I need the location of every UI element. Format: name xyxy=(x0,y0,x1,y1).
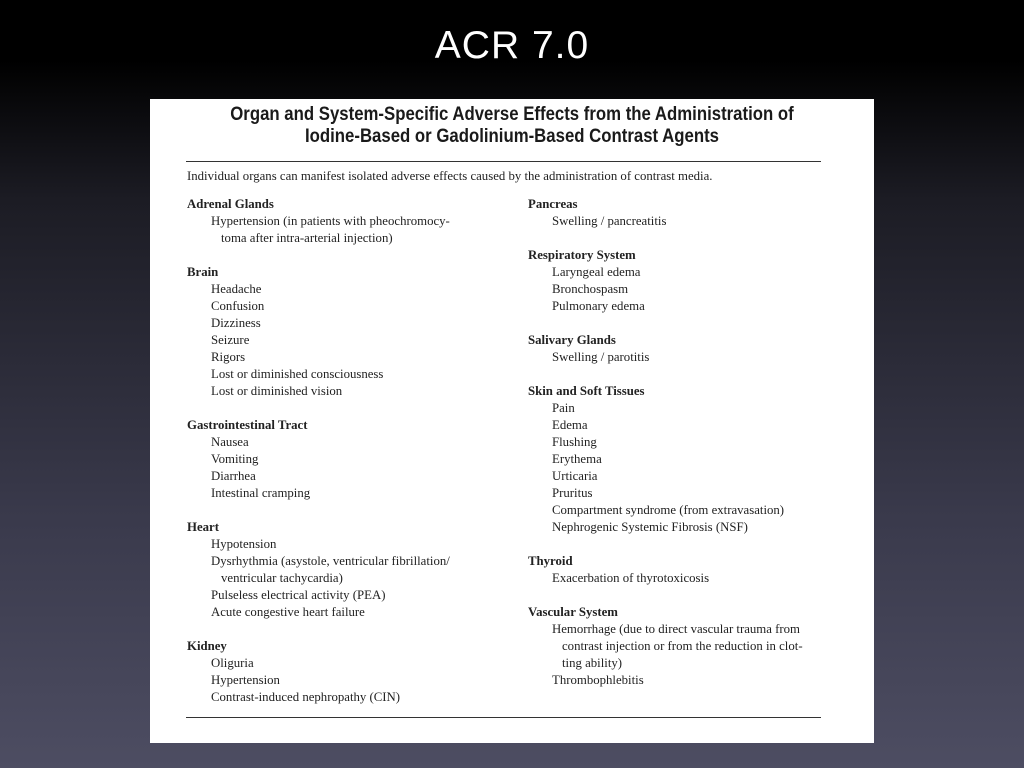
right-column xyxy=(528,196,838,706)
section-respiratory-system xyxy=(528,247,838,315)
list-item-text: Urticaria xyxy=(552,469,598,483)
section-gastrointestinal-tract xyxy=(187,417,517,502)
section-heading: Vascular System xyxy=(528,605,618,619)
section-salivary-glands xyxy=(528,332,838,366)
list-item-text: Contrast-induced nephropathy (CIN) xyxy=(211,690,401,704)
section-skin-and-soft-tissues xyxy=(528,383,838,536)
list-item-text: Acute congestive heart failure xyxy=(211,605,365,619)
section-heading: Pancreas xyxy=(528,197,578,211)
list-item-text: Lost or diminished consciousness xyxy=(211,367,384,381)
list-item xyxy=(187,587,517,604)
list-item-text: Diarrhea xyxy=(211,469,256,483)
list-item xyxy=(528,213,838,230)
list-item xyxy=(187,451,517,468)
section-heading: Adrenal Glands xyxy=(187,197,274,211)
list-item xyxy=(187,468,517,485)
list-item xyxy=(187,434,517,451)
list-item xyxy=(187,672,517,689)
section-kidney xyxy=(187,638,517,706)
list-item-text: Pulmonary edema xyxy=(552,299,645,313)
list-item xyxy=(528,621,838,655)
list-item-text: Swelling / parotitis xyxy=(552,350,650,364)
section-heading: Thyroid xyxy=(528,554,573,568)
list-item-text: Headache xyxy=(211,282,262,296)
list-item xyxy=(187,689,517,706)
list-item-text: Hypertension xyxy=(211,673,280,687)
left-column xyxy=(187,196,517,723)
list-item-text: Dizziness xyxy=(211,316,261,330)
list-item xyxy=(528,417,838,434)
list-item xyxy=(528,502,838,519)
list-item xyxy=(187,281,517,298)
list-item xyxy=(187,349,517,366)
list-item xyxy=(528,672,838,689)
list-item-text: Rigors xyxy=(211,350,246,364)
list-item xyxy=(528,570,838,587)
list-item-text: Flushing xyxy=(552,435,597,449)
section-heading: Salivary Glands xyxy=(528,333,616,347)
list-item-text: Lost or diminished vision xyxy=(211,384,343,398)
list-item xyxy=(187,366,517,383)
list-item xyxy=(187,315,517,332)
list-item xyxy=(187,485,517,502)
list-item xyxy=(528,434,838,451)
list-item xyxy=(187,332,517,349)
section-heading: Respiratory System xyxy=(528,248,636,262)
list-item xyxy=(187,655,517,672)
list-item xyxy=(187,553,517,587)
list-item xyxy=(528,349,838,366)
list-item xyxy=(528,298,838,315)
list-item xyxy=(187,536,517,553)
list-item-text: Pulseless electrical activity (PEA) xyxy=(211,588,386,602)
list-item xyxy=(528,400,838,417)
list-item-continuation: ventricular tachycardia) xyxy=(221,571,343,585)
section-heart xyxy=(187,519,517,621)
list-item-text: Hypotension xyxy=(211,537,277,551)
list-item-text: Nephrogenic Systemic Fibrosis (NSF) xyxy=(552,520,748,534)
list-item xyxy=(528,281,838,298)
list-item-text: Swelling / pancreatitis xyxy=(552,214,667,228)
section-heading: Gastrointestinal Tract xyxy=(187,418,308,432)
section-pancreas xyxy=(528,196,838,230)
bottom-rule xyxy=(186,717,821,718)
list-item xyxy=(528,519,838,536)
list-item xyxy=(187,298,517,315)
list-item xyxy=(187,604,517,621)
list-item-text: Laryngeal edema xyxy=(552,265,641,279)
section-brain xyxy=(187,264,517,400)
document-heading xyxy=(201,103,824,147)
list-item-text: Hemorrhage (due to direct vascular trauma from xyxy=(552,622,801,636)
list-item-text: Thrombophlebitis xyxy=(552,673,644,687)
list-item xyxy=(528,264,838,281)
section-heading: Skin and Soft Tissues xyxy=(528,384,645,398)
top-rule xyxy=(186,161,821,162)
list-item-text: Pain xyxy=(552,401,575,415)
list-item-text: Oliguria xyxy=(211,656,254,670)
list-item-text: ting ability) xyxy=(562,656,623,670)
list-item-text: Vomiting xyxy=(211,452,259,466)
list-item-continuation: toma after intra-arterial injection) xyxy=(221,231,393,245)
list-item-text: Erythema xyxy=(552,452,602,466)
section-heading: Kidney xyxy=(187,639,227,653)
list-item-text: Nausea xyxy=(211,435,249,449)
list-item-text: Pruritus xyxy=(552,486,593,500)
list-item xyxy=(528,655,838,672)
list-item-text: Dysrhythmia (asystole, ventricular fibrillation/ xyxy=(211,554,450,568)
list-item-continuation: contrast injection or from the reduction in clot- xyxy=(562,639,803,653)
list-item-text: Seizure xyxy=(211,333,250,347)
list-item-text: Edema xyxy=(552,418,588,432)
list-item xyxy=(528,468,838,485)
list-item-text: Hypertension (in patients with pheochromocy- xyxy=(211,214,450,228)
list-item xyxy=(528,485,838,502)
list-item xyxy=(528,451,838,468)
slide-title: ACR 7.0 xyxy=(434,24,590,67)
section-heading: Heart xyxy=(187,520,219,534)
heading-line-2: Iodine-Based or Gadolinium-Based Contrast Agents xyxy=(304,125,720,147)
list-item xyxy=(187,383,517,400)
document-page xyxy=(150,99,874,743)
section-vascular-system xyxy=(528,604,838,689)
list-item-text: Intestinal cramping xyxy=(211,486,311,500)
list-item-text: Bronchospasm xyxy=(552,282,629,296)
list-item-text: Exacerbation of thyrotoxicosis xyxy=(552,571,710,585)
list-item-text: Compartment syndrome (from extravasation) xyxy=(552,503,785,517)
section-heading: Brain xyxy=(187,265,219,279)
section-thyroid xyxy=(528,553,838,587)
section-adrenal-glands xyxy=(187,196,517,247)
intro-text: Individual organs can manifest isolated adverse effects caused by the administration of contrast media. xyxy=(187,169,713,183)
list-item-text: Confusion xyxy=(211,299,265,313)
heading-line-1: Organ and System-Specific Adverse Effects from the Administration of xyxy=(230,103,794,125)
list-item xyxy=(187,213,517,247)
